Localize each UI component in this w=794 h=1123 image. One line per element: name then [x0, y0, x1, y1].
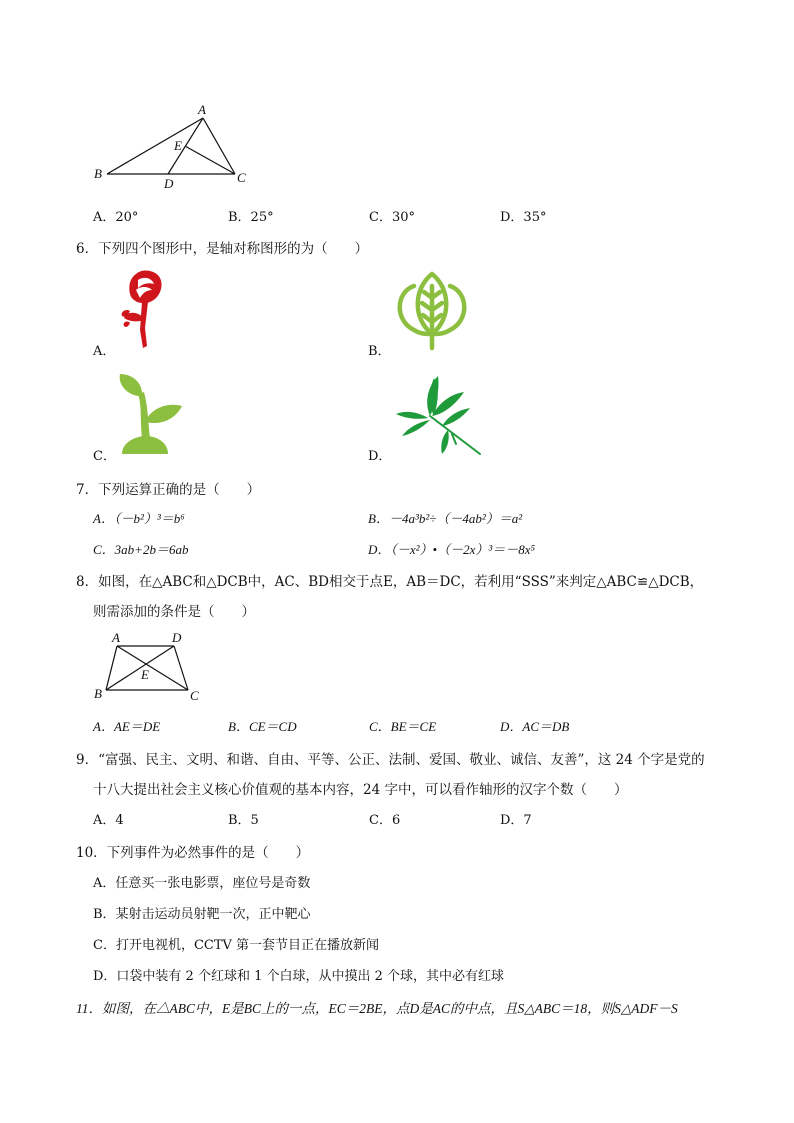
q10-option-c: C．打开电视机，CCTV 第一套节目正在播放新闻: [93, 938, 380, 953]
q9-option-b: B．5: [228, 813, 259, 828]
q5-option-c: C．30°: [369, 210, 415, 225]
q8-trapezoid-figure: [90, 628, 210, 706]
q8-option-c: C．BE＝CE: [369, 719, 437, 734]
q8-option-d: D．AC＝DB: [500, 719, 570, 734]
q5-label-d: D: [164, 176, 174, 191]
q9-option-c: C．6: [369, 813, 401, 828]
q8-label-e: E: [141, 667, 149, 682]
q6-stem: 6．下列四个图形中，是轴对称图形的为（ ）: [76, 241, 369, 257]
q5-label-c: C: [237, 170, 246, 185]
q7-option-c: C．3ab+2b＝6ab: [93, 542, 189, 557]
q10-stem: 10．下列事件为必然事件的是（ ）: [76, 845, 310, 861]
q7-option-d: D．（－x²）•（－2x）³＝－8x⁵: [368, 542, 536, 557]
q5-label-b: B: [94, 166, 102, 181]
q10-option-d: D．口袋中装有 2 个红球和 1 个白球，从中摸出 2 个球，其中必有红球: [93, 969, 505, 984]
q7-option-a: A．（－b²）³＝b⁶: [93, 511, 185, 526]
q8-label-a: A: [112, 630, 120, 645]
q9-stem-line2: 十八大提出社会主义核心价值观的基本内容，24 字中，可以看作轴形的汉字个数（ ）: [93, 782, 628, 798]
q6-label-d: D．: [368, 449, 392, 464]
rose-icon: [118, 268, 166, 350]
leaf-icon: [390, 268, 474, 352]
q5-label-a: A: [198, 102, 206, 117]
q10-option-b: B．某射击运动员射靶一次，正中靶心: [93, 907, 311, 922]
q9-option-a: A．4: [93, 813, 124, 828]
q8-stem-line1: 8．如图，在△ABC和△DCB中，AC、BD相交于点E，AB＝DC，若利用“SSS”来判定△ABC≌△DCB，: [76, 574, 704, 590]
q5-option-b: B．25°: [228, 210, 274, 225]
q8-option-b: B．CE＝CD: [228, 719, 297, 734]
q7-option-b: B．－4a³b²÷（－4ab²）＝a²: [368, 511, 523, 526]
q5-option-d: D．35°: [500, 210, 547, 225]
q11-stem: 11．如图，在△ABC中，E是BC上的一点，EC＝2BE，点D是AC的中点，且S△ABC＝18，则S△ADF－S: [76, 1001, 678, 1016]
q5-triangle-figure: [90, 100, 260, 195]
q9-stem-line1: 9．“富强、民主、文明、和谐、自由、平等、公正、法制、爱国、敬业、诚信、友善”，这 24 个字是党的: [76, 752, 705, 768]
q6-label-b: B．: [368, 344, 391, 359]
q10-option-a: A．任意买一张电影票，座位号是奇数: [93, 876, 311, 891]
bamboo-icon: [394, 372, 484, 458]
q5-option-a: A．20°: [93, 210, 139, 225]
q8-label-d: D: [172, 630, 182, 645]
q6-label-c: C．: [93, 449, 116, 464]
q8-label-c: C: [190, 688, 199, 703]
q6-label-a: A．: [93, 344, 116, 359]
q8-label-b: B: [94, 686, 102, 701]
q9-option-d: D．7: [500, 813, 532, 828]
q8-option-a: A．AE＝DE: [93, 719, 161, 734]
sprout-icon: [116, 372, 186, 458]
q8-stem-line2: 则需添加的条件是（ ）: [93, 604, 255, 620]
q5-label-e: E: [174, 138, 182, 153]
q7-stem: 7．下列运算正确的是（ ）: [76, 482, 261, 498]
